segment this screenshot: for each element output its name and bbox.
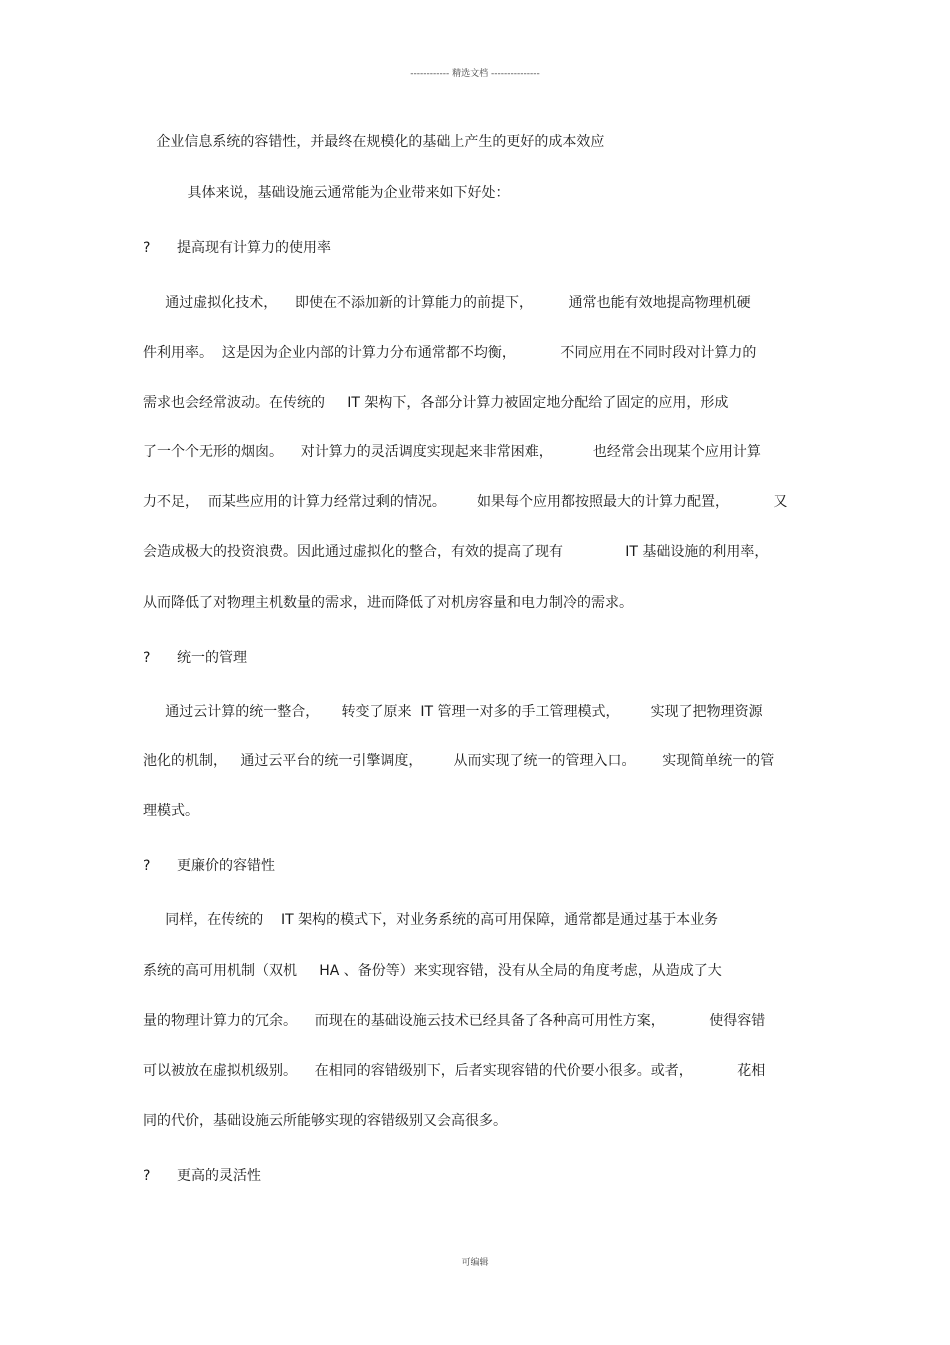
body-line: 同的代价，基础设施云所能够实现的容错级别又会高很多。 <box>143 1113 507 1129</box>
body-line: 可以被放在虚拟机级别。 在相同的容错级别下，后者实现容错的代价要小很多。或者， 花相 <box>143 1063 766 1079</box>
body-line: 具体来说，基础设施云通常能为企业带来如下好处： <box>143 185 510 201</box>
body-line: 会造成极大的投资浪费。因此通过虚拟化的整合，有效的提高了现有 IT 基础设施的利用率， <box>143 544 769 560</box>
section-heading: 更廉价的容错性 <box>177 858 275 874</box>
body-line: 从而降低了对物理主机数量的需求，进而降低了对机房容量和电力制冷的需求。 <box>143 595 633 611</box>
bullet-marker: ? <box>143 650 151 666</box>
bullet-marker: ? <box>143 1168 151 1184</box>
body-line: 力不足， 而某些应用的计算力经常过剩的情况。 如果每个应用都按照最大的计算力配置， 又 <box>143 494 788 510</box>
body-line: 件利用率。 这是因为企业内部的计算力分布通常都不均衡， 不同应用在不同时段对计算力的 <box>143 345 757 361</box>
body-line: 通过虚拟化技术， 即使在不添加新的计算能力的前提下， 通常也能有效地提高物理机硬 <box>143 295 751 311</box>
bullet-marker: ? <box>143 858 151 874</box>
section-heading: 统一的管理 <box>177 650 247 666</box>
body-line: 通过云计算的统一整合， 转变了原来 IT 管理一对多的手工管理模式， 实现了把物理资源 <box>143 704 763 720</box>
body-line: 池化的机制， 通过云平台的统一引擎调度， 从而实现了统一的管理入口。 实现简单统一的管 <box>143 753 775 769</box>
body-line: 同样，在传统的 IT 架构的模式下，对业务系统的高可用保障，通常都是通过基于本业务 <box>143 912 719 928</box>
body-line: 系统的高可用机制（双机 HA 、备份等）来实现容错，没有从全局的角度考虑，从造成了大 <box>143 963 722 979</box>
body-line: 了一个个无形的烟囱。 对计算力的灵活调度实现起来非常困难， 也经常会出现某个应用计算 <box>143 444 761 460</box>
body-line: 需求也会经常波动。在传统的 IT 架构下，各部分计算力被固定地分配给了固定的应用，形成 <box>143 395 729 411</box>
page-footer: 可编辑 <box>461 1258 489 1268</box>
body-line: 理模式。 <box>143 803 199 819</box>
body-line: 量的物理计算力的冗余。 而现在的基础设施云技术已经具备了各种高可用性方案， 使得容错 <box>143 1013 766 1029</box>
section-heading: 更高的灵活性 <box>177 1168 261 1184</box>
body-line: 企业信息系统的容错性，并最终在规模化的基础上产生的更好的成本效应 <box>143 134 605 150</box>
page-header: ------------ 精选文档 --------------- <box>410 69 540 79</box>
bullet-marker: ? <box>143 240 151 256</box>
section-heading: 提高现有计算力的使用率 <box>177 240 331 256</box>
